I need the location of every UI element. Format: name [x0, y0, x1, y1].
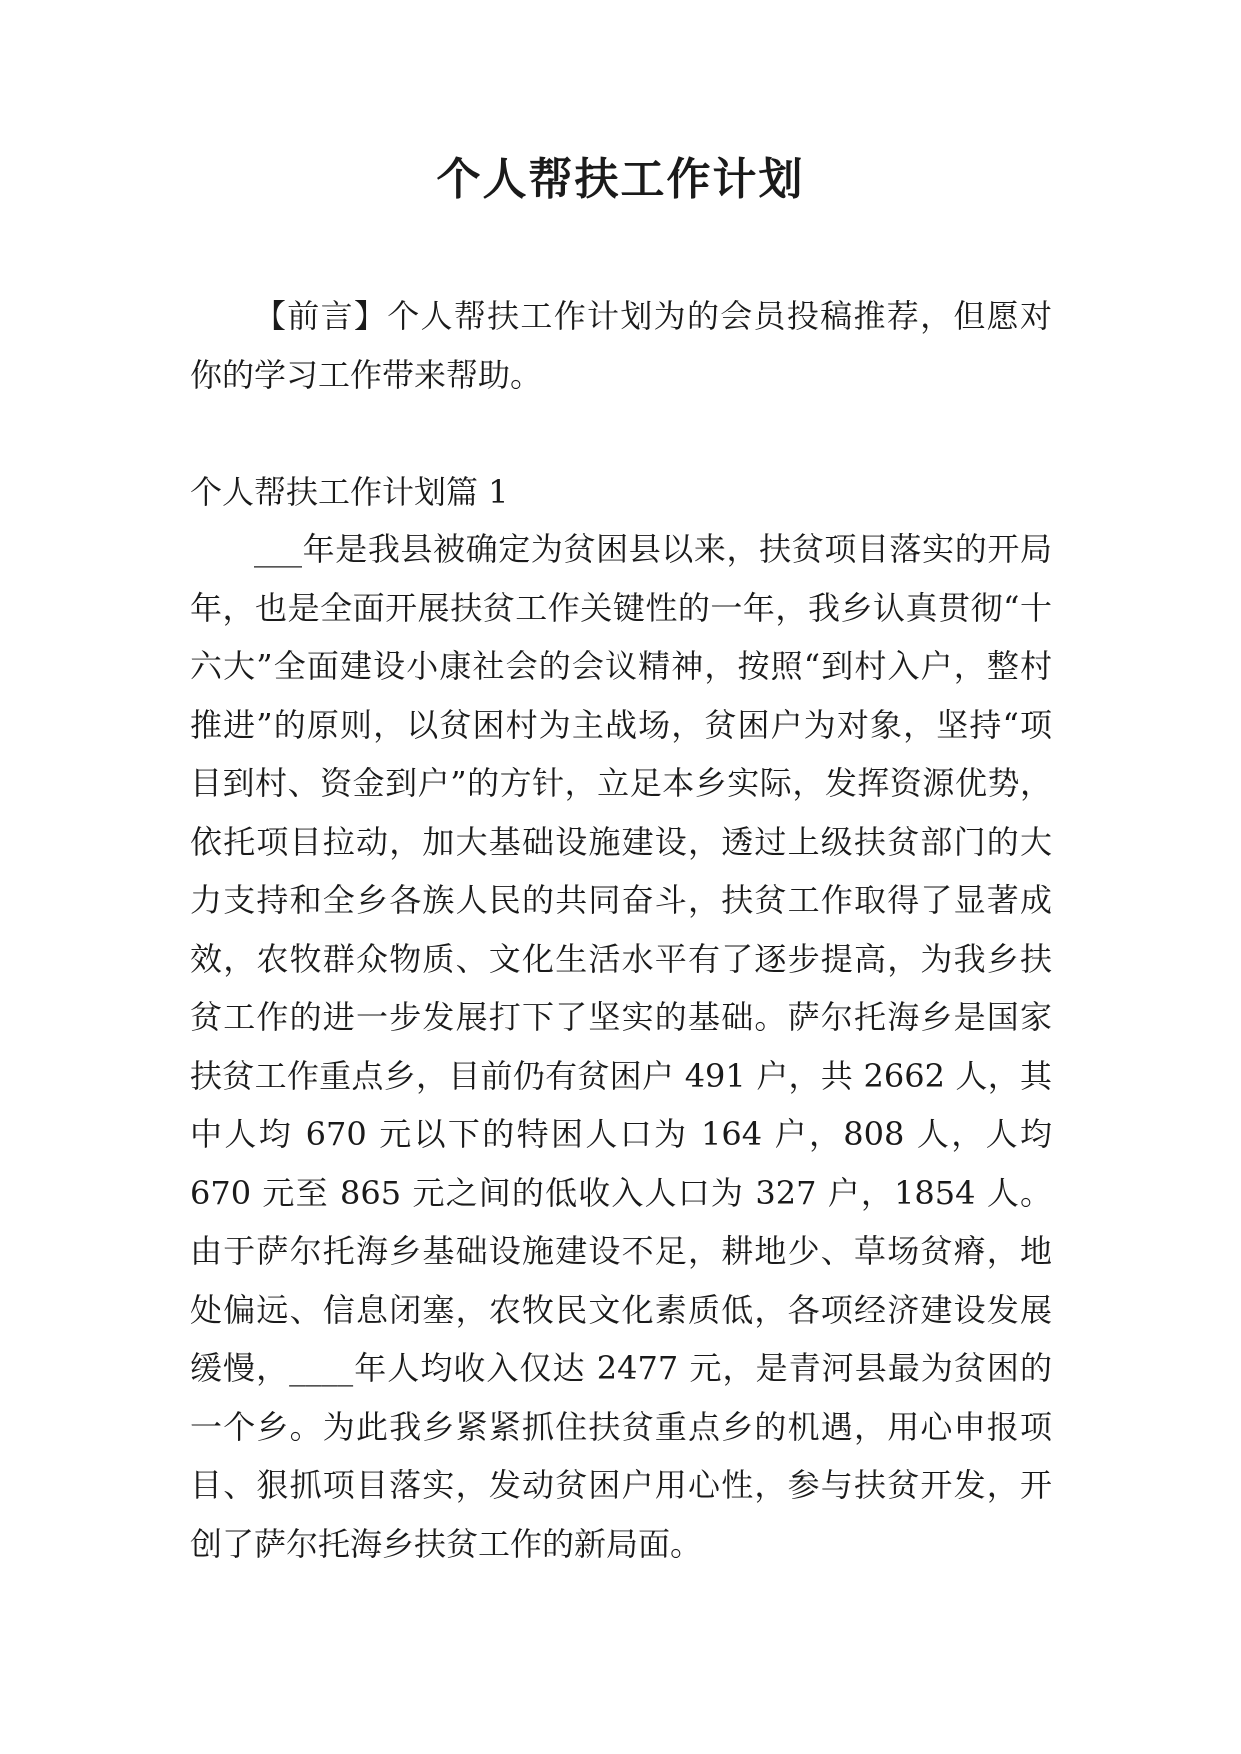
section-heading: 个人帮扶工作计划篇 1 — [190, 473, 509, 511]
preface-paragraph: 【前言】个人帮扶工作计划为的会员投稿推荐，但愿对你的学习工作带来帮助。 — [190, 297, 1052, 394]
body-paragraph: ___年是我县被确定为贫困县以来，扶贫项目落实的开局年，也是全面开展扶贫工作关键性的一年，我乡认真贯彻“十六大”全面建设小康社会的会议精神，按照“到村入户，整村推进”的原则，以贫困村为主战场，贫困户为对象，坚持“项目到村、资金到户”的方针，立足本乡实际，发挥资源优势，依托项目拉动，加大基础设施建设，透过上级扶贫部门的大力支持和全乡各族人民的共同奋斗，扶贫工作取得了显著成效，农牧群众物质、文化生活水平有了逐步提高，为我乡扶贫工作的进一步发展打下了坚实的基础。萨尔托海乡是国家扶贫工作重点乡，目前仍有贫困户 491 户，共 2662 人，其中人均 670 元以下的特困人口为 164 户，808 人，人均 670 元至 865 元之间的低收入人口为 327 户，1854 人。由于萨尔托海乡基础设施建设不足，耕地少、草场贫瘠，地处偏远、信息闭塞，农牧民文化素质低，各项经济建设发展缓慢，____年人均收入仅达 2477 元，是青河县最为贫困的一个乡。为此我乡紧紧抓住扶贫重点乡的机遇，用心申报项目、狠抓项目落实，发动贫困户用心性，参与扶贫开发，开创了萨尔托海乡扶贫工作的新局面。 — [190, 530, 1052, 1563]
document-title: 个人帮扶工作计划 — [436, 154, 805, 205]
